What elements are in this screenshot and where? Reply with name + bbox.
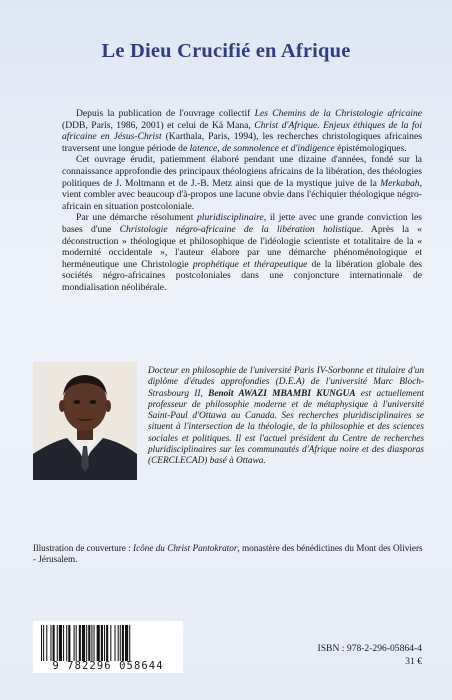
text: , vient combler avec beaucoup d'à-propos une lacune obvie dans l'échiquier théologique négro-africain en situation postcoloniale. bbox=[62, 177, 422, 212]
blurb bbox=[62, 108, 422, 294]
blurb-paragraph-2 bbox=[62, 154, 422, 212]
emphasis: Merkabah bbox=[380, 177, 420, 189]
emphasis: prophétique et thérapeutique bbox=[192, 258, 308, 270]
text: (DDB, Paris, 1986, 2001) et celui de Kä Mana, bbox=[62, 119, 255, 131]
text: est actuellement professeur de philosophie moderne et de métaphysique à l'université Saint-Paul d'Ottawa au Canada. Ses recherches pluridisciplinaires se situent à l'intersection de la théologie, de la philosophie et des sciences sociales et politiques. Il est l'actuel président du Centre de recherches pluridisciplinaires sur les communautés d'Afrique noire et des diasporas (CERCLECAD) basé à Ottawa. bbox=[148, 388, 424, 467]
emphasis: pluridisciplinaire bbox=[197, 212, 264, 224]
barcode-bars bbox=[33, 623, 183, 663]
text: (Karthala, Paris, 1994), les recherches christologiques africaines traversent une longue période de bbox=[62, 131, 422, 154]
blurb-paragraph-1 bbox=[62, 108, 422, 154]
book-title: Le Dieu Crucifié en Afrique bbox=[101, 40, 351, 62]
cover-illustration-credit bbox=[33, 543, 427, 565]
emphasis: Les Chemins de la Christologie africaine bbox=[254, 108, 422, 119]
text: épistémologiques. bbox=[334, 142, 407, 154]
text: , il jette avec une grande conviction les bases d'une bbox=[62, 212, 422, 235]
blurb-paragraph-3 bbox=[62, 212, 422, 293]
emphasis: Christologie négro-africaine de la libération holistique bbox=[119, 223, 361, 235]
emphasis: Christ d'Afrique. Enjeux éthiques de la foi africaine en Jésus-Christ bbox=[62, 119, 422, 143]
text: Illustration de couverture : bbox=[33, 543, 134, 553]
barcode bbox=[33, 621, 183, 673]
isbn-block bbox=[318, 642, 422, 668]
price: 31 € bbox=[405, 656, 422, 667]
text: Par une démarche résolument bbox=[76, 212, 197, 224]
text: de la libération globale des sociétés négro-africaines postcoloniales dans une conjoncture internationale de mondialisation néolibérale. bbox=[62, 258, 422, 293]
text: . Après la « déconstruction » théologique et philosophique de l'idéologie scientiste et totalitaire de la « modernité occidentale », l'auteur élabore par une démarche phénoménologique et herméneutique une Christologie bbox=[62, 223, 422, 270]
text: Depuis la publication de l'ouvrage collectif bbox=[76, 108, 255, 119]
author-name: Benoît AWAZI MBAMBI KUNGUA bbox=[208, 388, 356, 399]
text: , monastère des bénédictines du Mont des Oliviers - Jérusalem. bbox=[33, 543, 423, 565]
barcode-number: 9 782296 058644 bbox=[52, 660, 164, 672]
author-photo bbox=[33, 362, 137, 480]
text: Docteur en philosophie de l'université Paris IV-Sorbonne et titulaire d'un diplôme d'études approfondies (D.E.A) de l'université Marc Bloch-Strasbourg II, bbox=[148, 366, 424, 399]
emphasis: latence, de somnolence et d'indigence bbox=[189, 142, 335, 154]
emphasis: Icône du Christ Pantokrator bbox=[133, 543, 238, 553]
author-bio bbox=[148, 366, 424, 468]
author-portrait-illustration bbox=[33, 362, 137, 480]
isbn: ISBN : 978-2-296-05864-4 bbox=[317, 643, 422, 654]
text: Cet ouvrage érudit, patiemment élaboré pendant une dizaine d'années, fondé sur la connaissance approfondie des principaux théologiens africains de la libération, des théologies politiques de J. Moltmann et de J.-B. Metz ainsi que de la mystique juive de la bbox=[62, 154, 422, 189]
